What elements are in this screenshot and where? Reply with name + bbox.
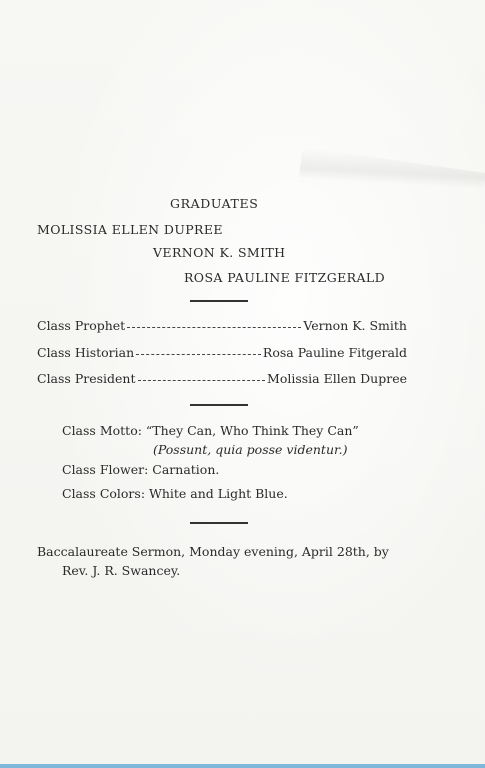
officer-name: Rosa Pauline Fitgerald — [262, 345, 407, 360]
sermon-line: Rev. J. R. Swancey. — [62, 563, 181, 578]
paper-fold-shadow — [299, 147, 485, 202]
graduates-heading: GRADUATES — [170, 196, 259, 211]
graduate-name: VERNON K. SMITH — [153, 245, 286, 260]
section-divider — [190, 522, 248, 524]
officer-row — [37, 346, 407, 360]
class-motto: Class Motto: “They Can, Who Think They Can” — [62, 423, 359, 438]
officer-role: Class Historian — [37, 345, 135, 360]
section-divider — [190, 404, 248, 406]
scan-bottom-edge — [0, 764, 485, 768]
officer-role: Class Prophet — [37, 318, 126, 333]
officer-name: Molissia Ellen Dupree — [267, 371, 407, 386]
officer-name: Vernon K. Smith — [303, 318, 407, 333]
sermon-line: Baccalaureate Sermon, Monday evening, April 28th, by — [37, 544, 389, 559]
class-colors: Class Colors: White and Light Blue. — [62, 486, 288, 501]
officer-row — [37, 319, 407, 333]
leader-dots — [127, 327, 301, 328]
leader-dots — [136, 354, 261, 355]
graduate-name: ROSA PAULINE FITZGERALD — [184, 270, 386, 285]
class-motto-latin: (Possunt, quia posse videntur.) — [153, 442, 348, 457]
leader-dots — [138, 380, 266, 381]
section-divider — [190, 300, 248, 302]
officer-row — [37, 372, 407, 386]
graduate-name: MOLISSIA ELLEN DUPREE — [37, 222, 223, 237]
class-flower: Class Flower: Carnation. — [62, 462, 220, 477]
officer-role: Class President — [37, 371, 136, 386]
